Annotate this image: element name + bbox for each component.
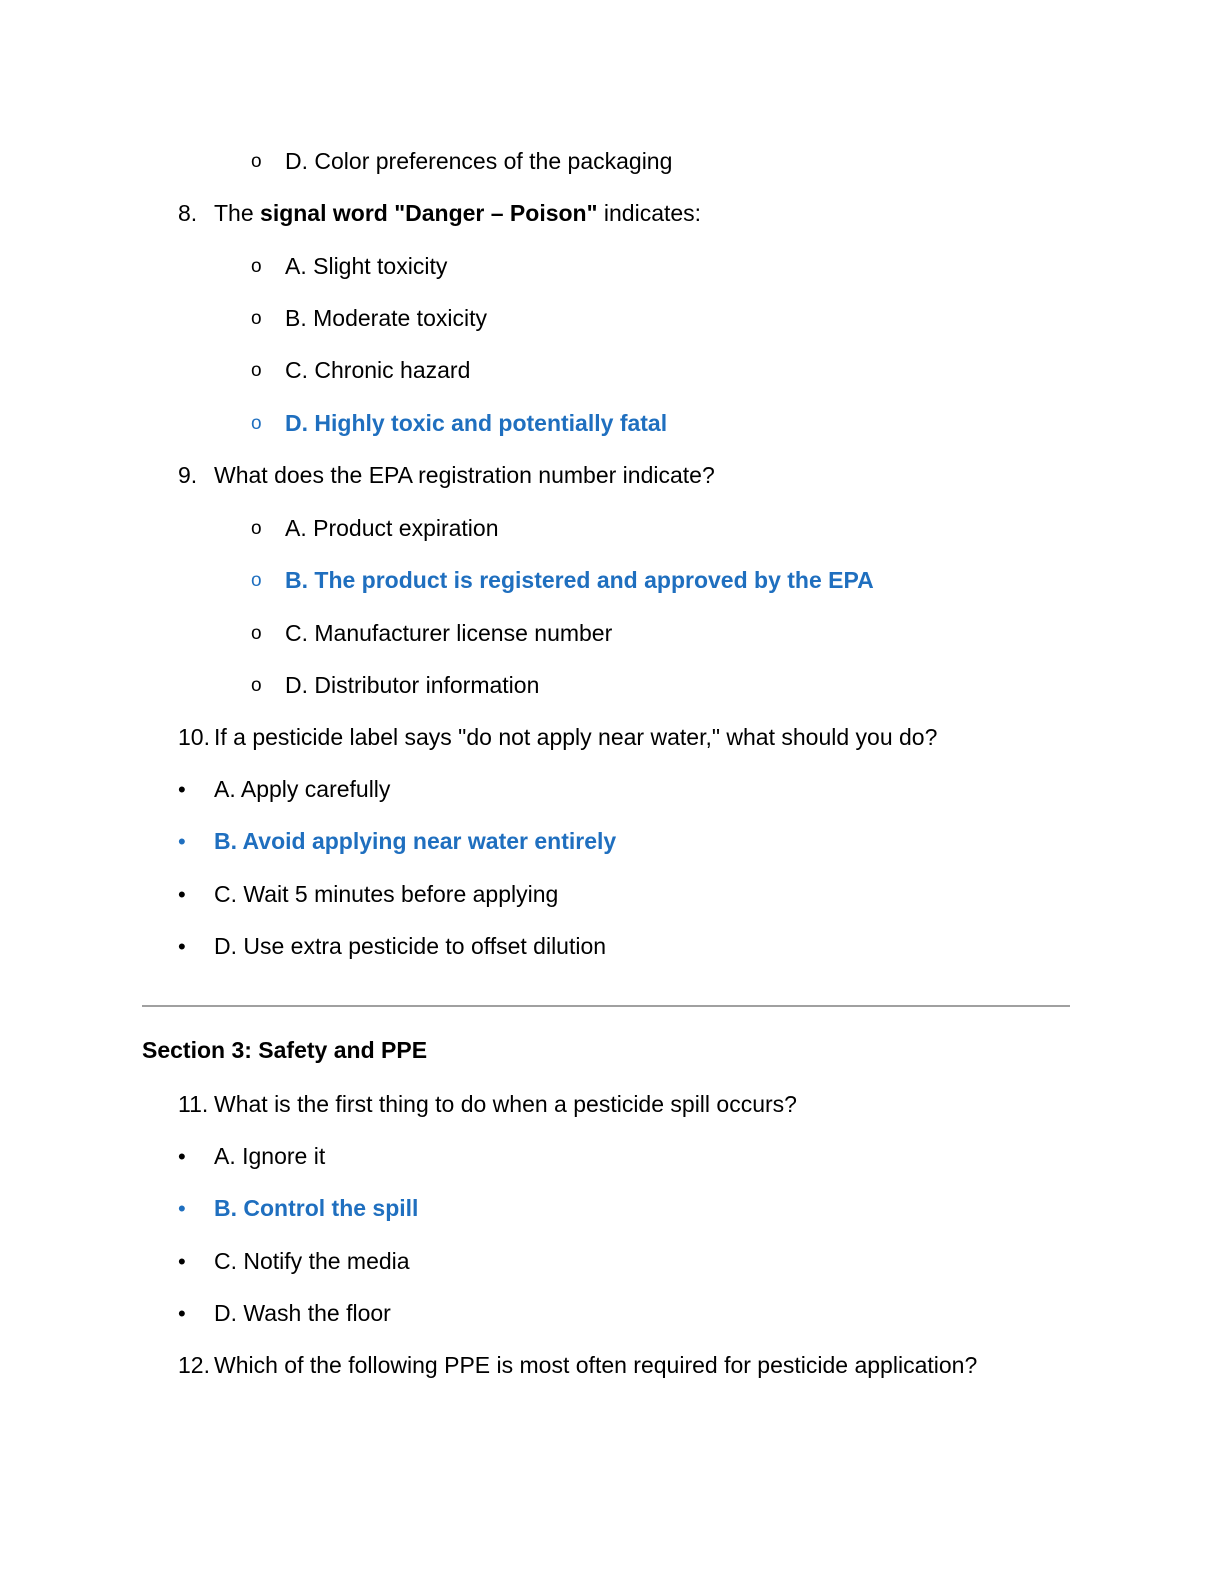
q11-option-a: A. Ignore it [214, 1143, 326, 1169]
question-number: 8. [178, 200, 198, 226]
bullet-marker: • [178, 934, 186, 959]
option-marker: o [251, 413, 262, 434]
bullet-marker: • [178, 829, 186, 854]
q8-option-c: C. Chronic hazard [285, 357, 471, 383]
option-marker: o [251, 518, 262, 539]
q9-option-c: C. Manufacturer license number [285, 620, 613, 646]
question-8-suffix: indicates: [597, 200, 702, 226]
q9-option-b-correct: B. The product is registered and approved by the EPA [285, 567, 874, 593]
question-8-text [214, 198, 701, 228]
option-marker: o [251, 623, 262, 644]
q9-option-d: D. Distributor information [285, 672, 540, 698]
q8-option-d-correct: D. Highly toxic and potentially fatal [285, 410, 668, 436]
option-marker: o [251, 360, 262, 381]
question-8-prefix: The [214, 200, 261, 226]
q8-option-a: A. Slight toxicity [285, 253, 448, 279]
option-marker: o [251, 151, 262, 172]
q8-option-b: B. Moderate toxicity [285, 305, 487, 331]
question-number: 11. [178, 1091, 209, 1117]
bullet-marker: • [178, 1144, 186, 1169]
bullet-marker: • [178, 1196, 186, 1221]
question-number: 9. [178, 462, 198, 488]
bullet-marker: • [178, 1301, 186, 1326]
bullet-marker: • [178, 777, 186, 802]
section-heading: Section 3: Safety and PPE [142, 1037, 428, 1063]
q11-option-c: C. Notify the media [214, 1248, 410, 1274]
q11-option-b-correct: B. Control the spill [214, 1195, 419, 1221]
question-11-text: What is the first thing to do when a pesticide spill occurs? [214, 1091, 797, 1117]
q10-option-a: A. Apply carefully [214, 776, 391, 802]
question-number: 12. [178, 1352, 210, 1378]
q10-option-d: D. Use extra pesticide to offset dilution [214, 933, 607, 959]
option-marker: o [251, 675, 262, 696]
question-9-text: What does the EPA registration number indicate? [214, 462, 715, 488]
question-8-bold: signal word "Danger – Poison" [260, 200, 598, 226]
question-12-text: Which of the following PPE is most often required for pesticide application? [214, 1352, 978, 1378]
bullet-marker: • [178, 882, 186, 907]
question-number: 10. [178, 724, 210, 750]
bullet-marker: • [178, 1249, 186, 1274]
question-10-text: If a pesticide label says "do not apply near water," what should you do? [214, 724, 938, 750]
q11-option-d: D. Wash the floor [214, 1300, 391, 1326]
q10-option-b-correct: B. Avoid applying near water entirely [214, 828, 617, 854]
section-divider [142, 1005, 1070, 1007]
option-marker: o [251, 570, 262, 591]
q7-option-d: D. Color preferences of the packaging [285, 148, 673, 174]
option-marker: o [251, 308, 262, 329]
q9-option-a: A. Product expiration [285, 515, 499, 541]
option-marker: o [251, 256, 262, 277]
q10-option-c: C. Wait 5 minutes before applying [214, 881, 559, 907]
